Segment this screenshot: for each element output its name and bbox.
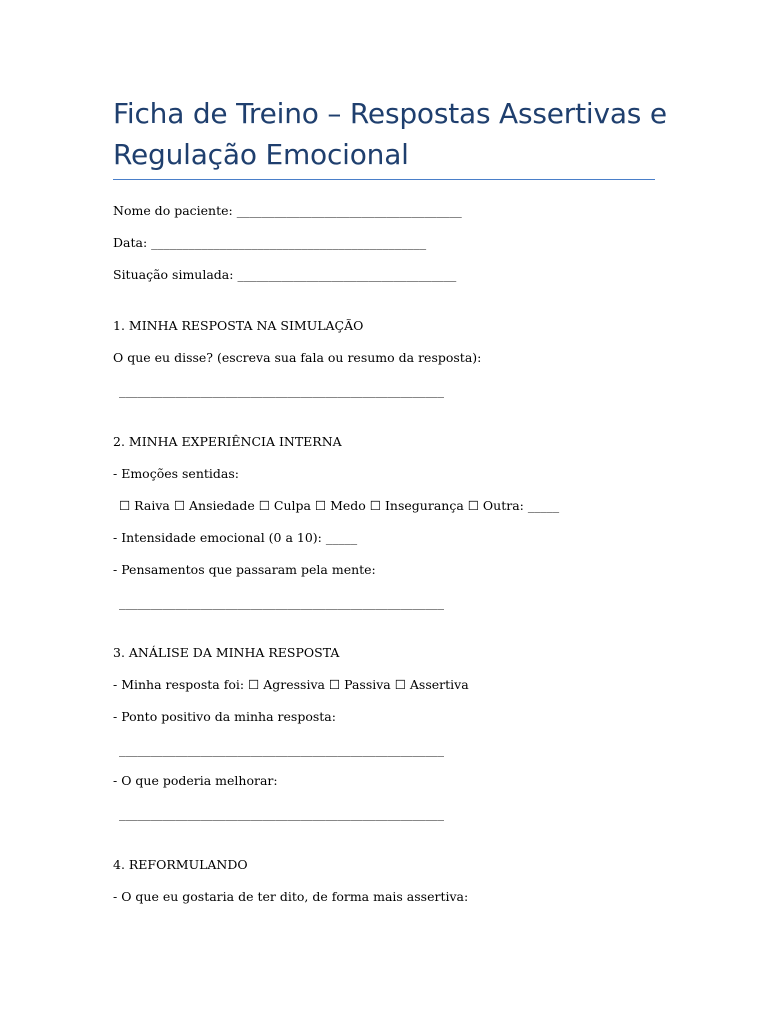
emotions-label: - Emoções sentidas: [113,466,239,481]
reformulate-label: - O que eu gostaria de ter dito, de forma mais assertiva: [113,889,469,904]
intensity-field: - Intensidade emocional (0 a 10): _____ [113,530,358,545]
thoughts-answer-blank: ____________________________________________________ [119,595,444,610]
positive-point-blank: ____________________________________________________ [119,742,444,757]
patient-name-field: Nome do paciente: ____________________________________ [113,203,462,218]
section4-heading: 4. REFORMULANDO [113,857,248,872]
section1-answer-blank: ____________________________________________________ [119,383,444,398]
positive-point-label: - Ponto positivo da minha resposta: [113,709,336,724]
emotions-checkbox-list: ☐ Raiva ☐ Ansiedade ☐ Culpa ☐ Medo ☐ Insegurança ☐ Outra: _____ [119,498,560,513]
improve-blank: ____________________________________________________ [119,806,444,821]
section2-heading: 2. MINHA EXPERIÊNCIA INTERNA [113,434,342,449]
document-title: Ficha de Treino – Respostas Assertivas e Regulação Emocional [113,97,667,171]
title-underline [113,179,655,180]
section1-heading: 1. MINHA RESPOSTA NA SIMULAÇÃO [113,318,364,333]
response-type-checkboxes: - Minha resposta foi: ☐ Agressiva ☐ Passiva ☐ Assertiva [113,677,469,692]
simulated-situation-field: Situação simulada: ___________________________________ [113,267,457,282]
section1-prompt: O que eu disse? (escreva sua fala ou resumo da resposta): [113,350,482,365]
date-field: Data: ____________________________________________ [113,235,427,250]
improve-label: - O que poderia melhorar: [113,773,278,788]
section3-heading: 3. ANÁLISE DA MINHA RESPOSTA [113,645,340,660]
thoughts-label: - Pensamentos que passaram pela mente: [113,562,376,577]
